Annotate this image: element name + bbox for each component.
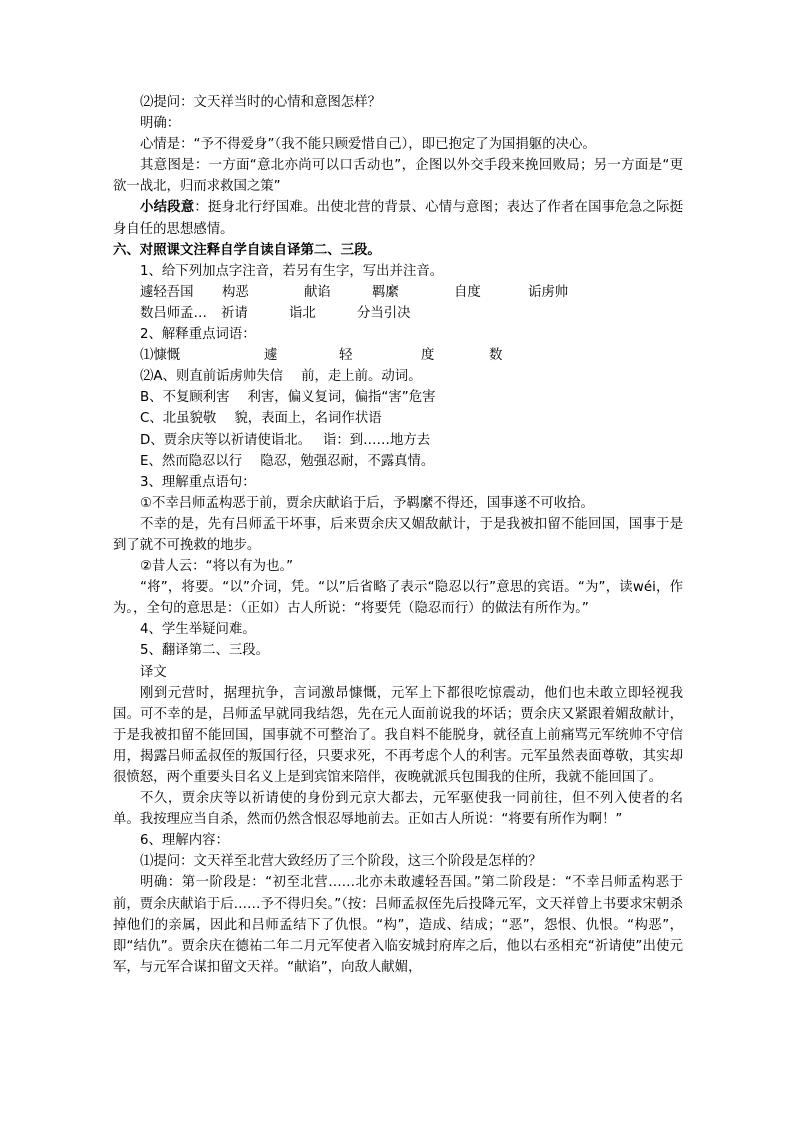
definition-meaning: 前，走上前。动词。 (301, 369, 422, 385)
task-2-key-words: 2、解释重点词语： (140, 327, 256, 343)
section-six-heading: 六、对照课文注释自学自读自译第二、三段。 (113, 242, 381, 258)
key-word: ⑴慷慨 (140, 348, 181, 364)
task-6-content: 6、理解内容： (140, 833, 229, 849)
definition-term: B、不复顾利害 (140, 390, 230, 406)
answer-label: 明确： (140, 116, 181, 132)
intent-paragraph: 其意图是：一方面“意北亦尚可以口舌动也”，企图以外交手段来挽回败局；另一方面是“更欲一战北，归而求救国之策” (113, 158, 683, 195)
key-word: 遽 (264, 348, 278, 364)
sentence-2: ②昔人云：“将以有为也。” (140, 559, 294, 575)
task-3-key-sentences: 3、理解重点语句： (140, 474, 256, 490)
definition-meaning: 隐忍，勉强忍耐，不露真情。 (260, 453, 435, 469)
key-words-row (113, 345, 683, 366)
definition-meaning: 利害，偏义复词，偏指“害”危害 (247, 390, 436, 406)
summary-heading: 小结段意 (140, 200, 195, 216)
vocab-item: 祈请 (221, 305, 248, 321)
vocab-row-1 (113, 282, 683, 303)
vocab-item: 献谄 (304, 284, 331, 300)
vocab-item: 诣北 (289, 305, 316, 321)
question-1-three-stages: ⑴提问：文天祥至北营大致经历了三个阶段，这三个阶段是怎样的？ (140, 854, 542, 870)
definition-term: C、北虽貌敬 (140, 411, 217, 427)
vocab-row-2 (113, 303, 683, 324)
vocab-item: 自度 (454, 284, 481, 300)
definition-a (113, 366, 683, 387)
vocab-item: 数吕师孟… (140, 305, 207, 321)
key-word: 轻 (339, 348, 353, 364)
summary-body: ：挺身北行纾国难。出使北营的背景、心情与意图；表达了作者在国事危急之际挺身自任的思想感情。 (113, 200, 684, 237)
task-1-phonetics: 1、给下列加点字注音，若另有生字，写出并注音。 (140, 263, 444, 279)
vocab-item: 诟虏帅 (528, 284, 569, 300)
vocab-item: 分当引决 (357, 305, 411, 321)
translation-paragraph-2: 不久，贾余庆等以祈请使的身份到元京大都去，元军驱使我一同前往，但不列入使者的名单。我按理应当自杀，然而仍然含恨忍辱地前去。正如古人所说：“将要有所作为啊！” (113, 791, 683, 828)
vocab-item: 羁縻 (372, 284, 399, 300)
definition-meaning: 诣：到……地方去 (323, 432, 431, 448)
sentence-1: ①不幸吕师孟构恶于前，贾余庆献谄于后，予羁縻不得还，国事遂不可收拾。 (140, 495, 594, 511)
sentence-1-explanation: 不幸的是，先有吕师孟干坏事，后来贾余庆又媚敌献计，于是我被扣留不能回国，国事于是到了就不可挽救的地步。 (113, 516, 683, 553)
vocab-item: 遽轻吾国 (140, 284, 194, 300)
task-4-questions: 4、学生举疑问难。 (140, 622, 256, 638)
translation-label: 译文 (140, 664, 167, 680)
vocab-item: 构恶 (222, 284, 249, 300)
mood-paragraph: 心情是：“予不得爱身”（我不能只顾爱惜自己），即已抱定了为国捐躯的决心。 (140, 137, 596, 153)
sentence-2-explanation: “将”，将要。“以”介词，凭。“以”后省略了表示“隐忍以行”意思的宾语。“为”，读wéi，作为。，全句的意思是：（正如）古人所说：“将要凭（隐忍而行）的做法有所作为。” (113, 580, 683, 617)
question-2-mood-intent: ⑵提问：文天祥当时的心情和意图怎样？ (140, 95, 382, 110)
translation-paragraph-1: 刚到元营时，据理抗争，言词激昂慷慨，元军上下都很吃惊震动，他们也未敢立即轻视我国。可不幸的是，吕师孟早就同我结怨，先在元人面前说我的坏话；贾余庆又紧跟着媚敌献计，于是我被扣留不能回国，国事就不可整治了。我自料不能脱身，就径直上前痛骂元军统帅不守信用，揭露吕师孟叔侄的叛国行径，只要求死，不再考虑个人的利害。元军虽然表面尊敬，其实却很愤怒，两个重要头目名义上是到宾馆来陪伴，夜晚就派兵包围我的住所，我就不能回国了。 (113, 685, 683, 785)
key-word: 数 (489, 348, 503, 364)
summary-paragraph (113, 197, 683, 239)
definition-c (113, 408, 683, 429)
document-body (113, 92, 683, 978)
definition-b (113, 387, 683, 408)
answer-three-stages: 明确：第一阶段是：“初至北营……北亦未敢遽轻吾国。”第二阶段是：“不幸吕师孟构恶于前，贾余庆献谄于后……予不得归矣。”（按：吕师孟叔侄先后投降元军，文天祥曾上书要求宋朝杀掉他们的亲属，因此和吕师孟结下了仇恨。“构”，造成、结成；“恶”，怨恨、仇恨。“构恶”，即“结仇”。贾余庆在德祐二年二月元军使者入临安城封府库之后，他以右丞相充“祈请使”出使元军，与元军合谋扣留文天祥。“献谄”，向敌人献媚， (113, 875, 683, 975)
task-5-translate: 5、翻译第二、三段。 (140, 643, 270, 659)
definition-term: E、然而隐忍以行 (140, 453, 243, 469)
definition-term: D、贾余庆等以祈请使诣北。 (140, 432, 311, 448)
definition-term: ⑵A、则直前诟虏帅失信 (140, 369, 284, 385)
key-word: 度 (421, 348, 435, 364)
definition-meaning: 貌，表面上，名词作状语 (234, 411, 382, 427)
definition-e (113, 451, 683, 472)
definition-d (113, 430, 683, 451)
